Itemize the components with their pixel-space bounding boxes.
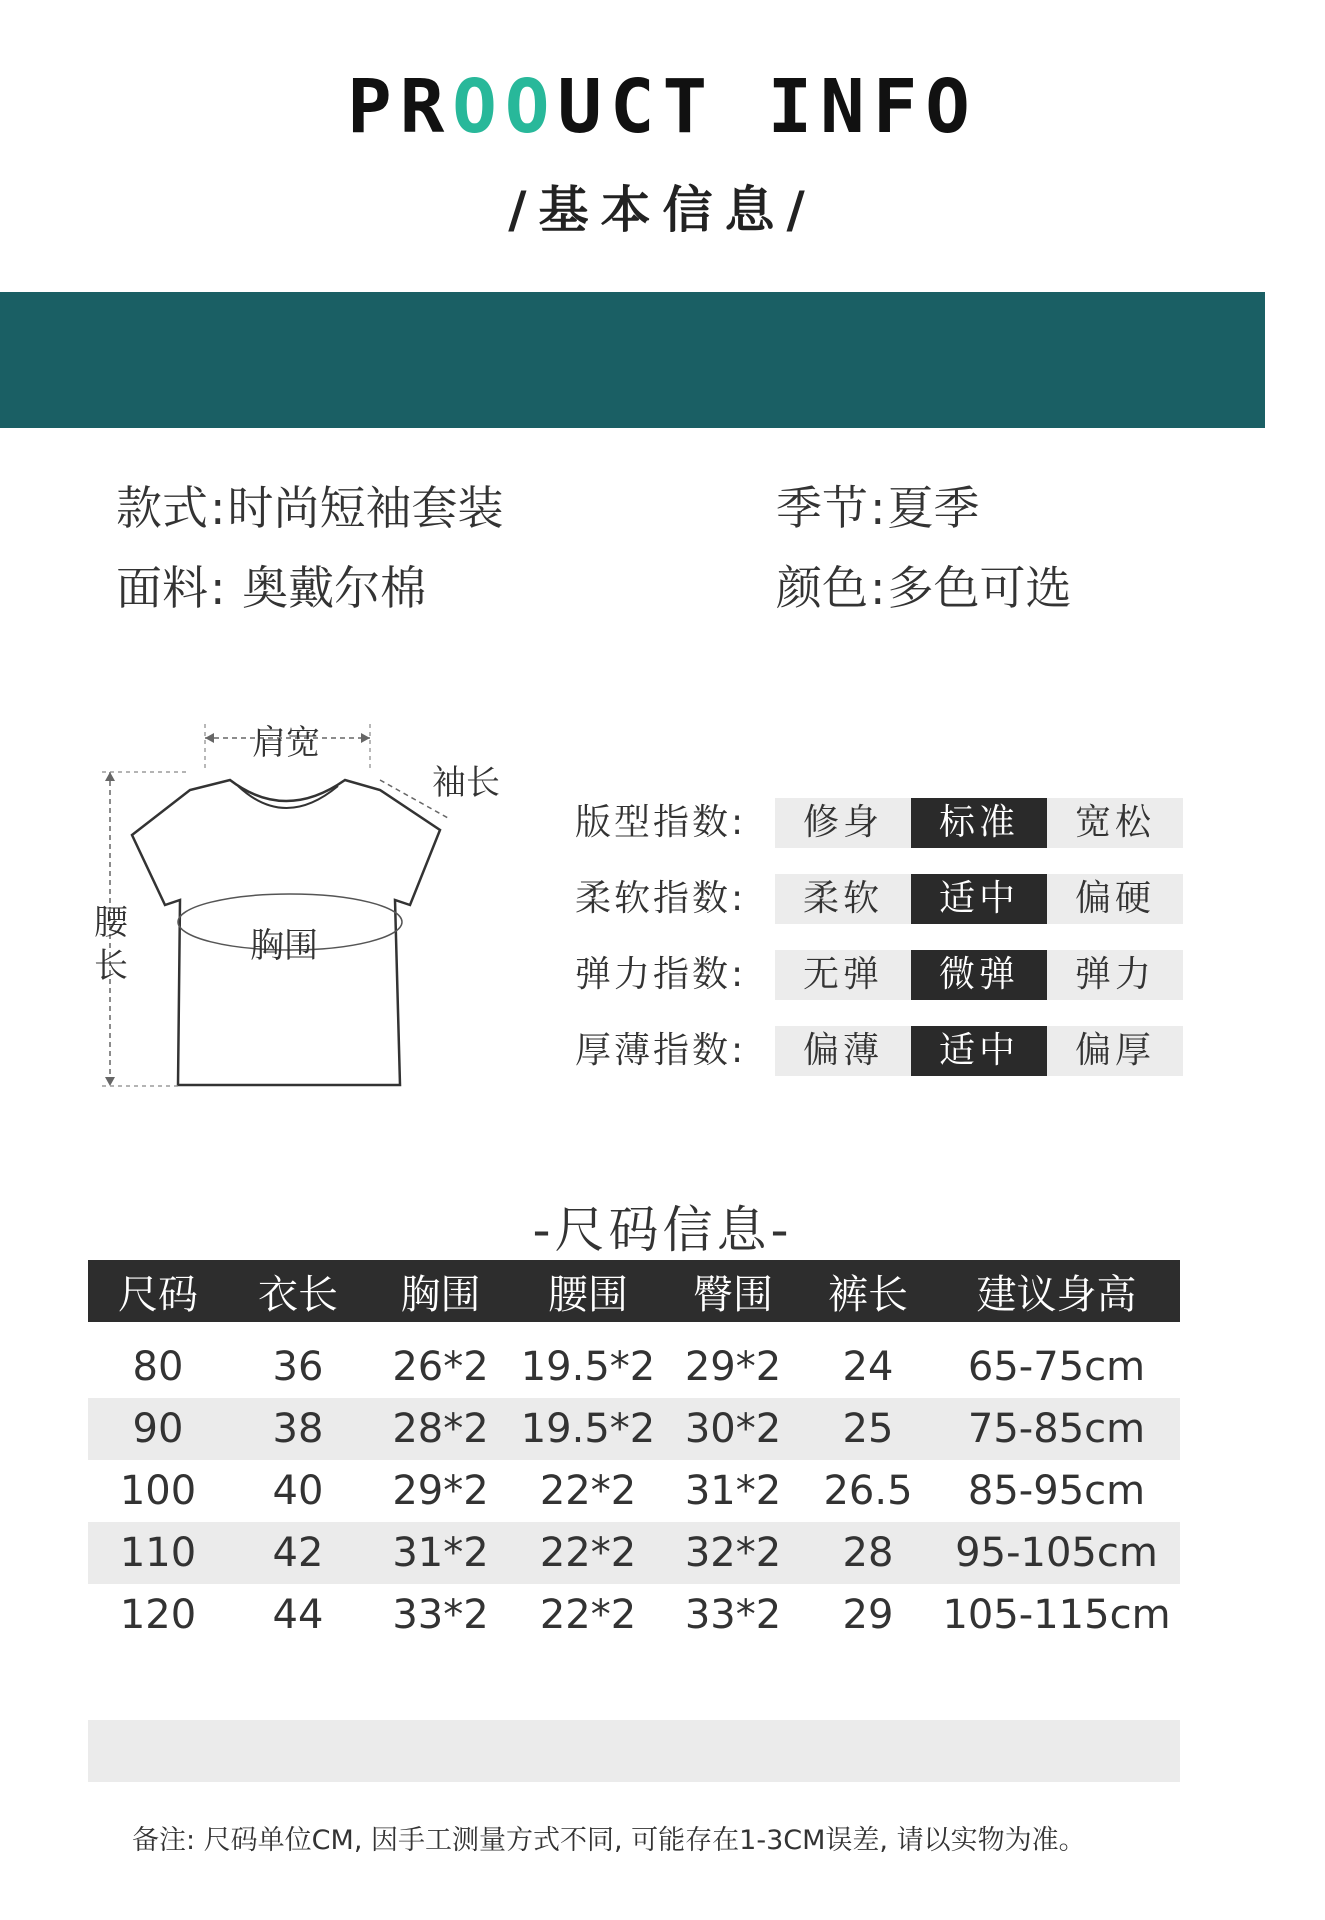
cell-height: 85-95cm — [967, 1468, 1146, 1514]
cell-size: 90 — [132, 1406, 184, 1452]
cell-size: 110 — [119, 1530, 197, 1576]
cell-waist: 22*2 — [539, 1468, 637, 1514]
index-option: 宽松 — [1047, 798, 1183, 848]
index-label: 弹力指数: — [575, 954, 747, 995]
cell-length: 40 — [272, 1468, 324, 1514]
info-style-value: 时尚短袖套装 — [227, 481, 504, 535]
header-length: 衣长 — [258, 1271, 338, 1318]
cell-waist: 19.5*2 — [520, 1406, 656, 1452]
label-shoulder-width: 肩宽 — [252, 723, 320, 763]
index-option: 修身 — [775, 798, 911, 848]
cell-size: 80 — [132, 1344, 184, 1390]
info-fabric-label: 面料 — [116, 561, 208, 615]
cell-size: 120 — [119, 1592, 197, 1638]
cell-chest: 33*2 — [392, 1592, 489, 1638]
product-info-title — [0, 64, 1325, 150]
info-season-value: 夏季 — [887, 481, 980, 535]
index-option: 柔软 — [775, 874, 911, 924]
table-row-empty — [88, 1720, 1180, 1782]
info-style-label: 款式 — [116, 481, 208, 535]
info-color-label: 颜色 — [776, 561, 868, 615]
cell-length: 42 — [272, 1530, 324, 1576]
cell-chest: 29*2 — [392, 1468, 489, 1514]
measurement-note: 备注: 尺码单位CM, 因手工测量方式不同, 可能存在1-3CM误差, 请以实物为准。 — [132, 1825, 1086, 1856]
cell-waist: 19.5*2 — [520, 1344, 656, 1390]
label-length-top: 腰 — [94, 903, 128, 943]
cell-chest: 31*2 — [392, 1530, 489, 1576]
header-size: 尺码 — [118, 1271, 198, 1318]
index-option-selected: 标准 — [911, 798, 1047, 848]
cell-size: 100 — [119, 1468, 197, 1514]
cell-pants-length: 28 — [842, 1530, 894, 1576]
index-label: 版型指数: — [575, 802, 747, 843]
title-part-2: UCT INFO — [557, 64, 978, 150]
title-accent: OO — [452, 64, 558, 150]
index-option-selected: 适中 — [911, 1026, 1047, 1076]
cell-pants-length: 26.5 — [823, 1468, 913, 1514]
table-row — [88, 1336, 1180, 1398]
info-fabric-value: 奥戴尔棉 — [242, 561, 427, 615]
cell-chest: 26*2 — [392, 1344, 489, 1390]
label-sleeve-length: 袖长 — [432, 763, 500, 803]
index-option-selected: 适中 — [911, 874, 1047, 924]
index-label: 柔软指数: — [575, 878, 747, 919]
cell-hip: 31*2 — [684, 1468, 782, 1514]
info-style: 款式:时尚短袖套装 — [116, 481, 504, 535]
size-table — [88, 1260, 1180, 1646]
cell-waist: 22*2 — [539, 1592, 637, 1638]
header-height: 建议身高 — [976, 1271, 1137, 1318]
cell-height: 75-85cm — [967, 1406, 1146, 1452]
cell-pants-length: 25 — [842, 1406, 894, 1452]
info-color: 颜色:多色可选 — [776, 561, 1072, 615]
info-fabric: 面料: 奥戴尔棉 — [116, 561, 427, 615]
table-row — [88, 1460, 1180, 1522]
index-option: 偏薄 — [775, 1026, 911, 1076]
header-chest: 胸围 — [400, 1271, 481, 1318]
cell-height: 95-105cm — [955, 1530, 1158, 1576]
cell-hip: 32*2 — [684, 1530, 782, 1576]
index-label: 厚薄指数: — [575, 1030, 747, 1071]
info-season: 季节:夏季 — [776, 481, 980, 535]
table-row — [88, 1522, 1180, 1584]
table-row — [88, 1584, 1180, 1646]
cell-waist: 22*2 — [539, 1530, 637, 1576]
index-option: 无弹 — [775, 950, 911, 1000]
cell-hip: 29*2 — [684, 1344, 782, 1390]
cell-length: 38 — [272, 1406, 324, 1452]
cell-pants-length: 24 — [842, 1344, 894, 1390]
label-length-bottom: 长 — [94, 946, 128, 986]
cell-hip: 30*2 — [684, 1406, 782, 1452]
label-chest: 胸围 — [250, 926, 318, 966]
table-row — [88, 1398, 1180, 1460]
header-hip: 臀围 — [693, 1271, 773, 1318]
index-option: 偏硬 — [1047, 874, 1183, 924]
header-pants-length: 裤长 — [828, 1271, 908, 1318]
color-banner — [0, 292, 1265, 428]
info-season-label: 季节 — [776, 481, 868, 535]
cell-chest: 28*2 — [392, 1406, 489, 1452]
size-table-header — [88, 1260, 1180, 1322]
index-option: 偏厚 — [1047, 1026, 1183, 1076]
cell-length: 44 — [272, 1592, 324, 1638]
size-section-title: -尺码信息- — [532, 1201, 793, 1259]
cell-height: 105-115cm — [942, 1592, 1171, 1638]
header-waist: 腰围 — [548, 1271, 628, 1318]
cell-height: 65-75cm — [967, 1344, 1146, 1390]
index-option: 弹力 — [1047, 950, 1183, 1000]
index-option-selected: 微弹 — [911, 950, 1047, 1000]
cell-length: 36 — [272, 1344, 324, 1390]
info-color-value: 多色可选 — [887, 561, 1072, 615]
title-part-1: PR — [347, 64, 453, 150]
cell-hip: 33*2 — [684, 1592, 782, 1638]
page-subtitle: /基本信息/ — [508, 181, 817, 239]
cell-pants-length: 29 — [842, 1592, 894, 1638]
